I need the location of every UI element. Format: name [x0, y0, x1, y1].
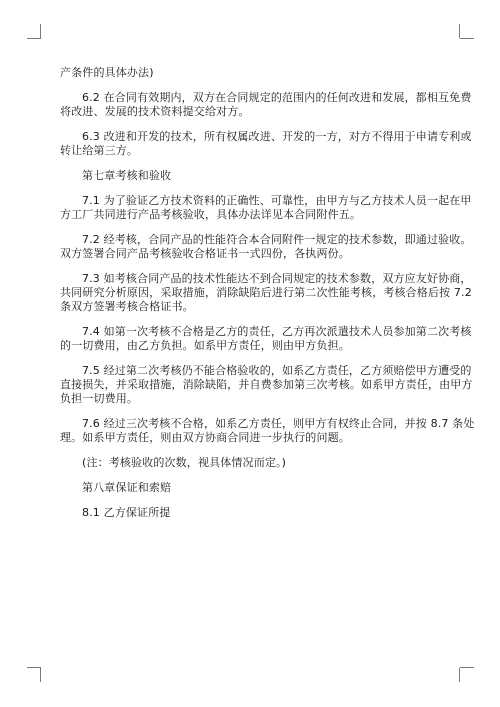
text-line: 负担一切费用。	[60, 392, 139, 405]
paragraph-spacing	[60, 119, 444, 130]
text-line: 7.5 经过第二次考核仍不能合格验收的，如系乙方责任，乙方须赔偿甲方遭受的	[82, 364, 472, 377]
crop-mark-top-right-horizontal	[460, 38, 474, 39]
paragraph-spacing	[60, 222, 444, 233]
crop-mark-top-left-vertical	[40, 24, 41, 38]
paragraph-spacing	[60, 80, 444, 91]
paragraph-spacing	[60, 261, 444, 272]
paragraph-spacing	[60, 353, 444, 364]
text-line: 7.3 如考核合同产品的技术性能达不到合同规定的技术参数，双方应友好协商，	[82, 272, 472, 285]
crop-mark-bottom-right-vertical	[459, 668, 460, 682]
crop-mark-top-left-horizontal	[27, 38, 41, 39]
paragraph-spacing	[60, 406, 444, 417]
text-line: 产条件的具体办法)	[60, 66, 154, 79]
text-line: 7.2 经考核，合同产品的性能符合本合同附件一规定的技术参数，即通过验收。	[82, 233, 472, 246]
paragraph-spacing	[60, 183, 444, 194]
text-line: 7.6 经过三次考核不合格，如系乙方责任，则甲方有权终止合同，并按 8.7 条处	[82, 417, 475, 430]
text-line: 第八章保证和索赔	[82, 481, 172, 494]
paragraph-spacing	[60, 158, 444, 169]
text-line: (注：考核验收的次数，视具体情况而定。)	[82, 456, 287, 469]
text-line: 8.1 乙方保证所提	[82, 506, 171, 519]
text-line: 双方签署合同产品考核验收合格证书一式四份，各执两份。	[60, 247, 350, 260]
text-line: 条双方签署考核合格证书。	[60, 300, 194, 313]
text-line: 的一切费用，由乙方负担。如系甲方责任，则由甲方负担。	[60, 339, 350, 352]
crop-mark-bottom-right-horizontal	[460, 667, 474, 668]
text-line: 直接损失，并采取措施，消除缺陷，并自费参加第三次考核。如系甲方责任，由甲方	[60, 378, 473, 391]
document-body	[60, 66, 475, 520]
paragraph-spacing	[60, 495, 444, 506]
crop-mark-bottom-left-horizontal	[27, 667, 41, 668]
text-line: 将改进、发展的技术资料提交给对方。	[60, 105, 250, 118]
text-line: 6.3 改进和开发的技术，所有权属改进、开发的一方，对方不得用于申请专利或	[82, 130, 472, 143]
paragraph-spacing	[60, 445, 444, 456]
text-line: 7.1 为了验证乙方技术资料的正确性、可靠性，由甲方与乙方技术人员一起在甲	[82, 194, 472, 207]
paragraph-spacing	[60, 470, 444, 481]
text-line: 6.2 在合同有效期内，双方在合同规定的范围内的任何改进和发展，都相互免费	[82, 91, 472, 104]
crop-mark-bottom-left-vertical	[40, 668, 41, 682]
text-line: 方工厂共同进行产品考核验收，具体办法详见本合同附件五。	[60, 208, 362, 221]
text-line: 理。如系甲方责任，则由双方协商合同进一步执行的问题。	[60, 431, 350, 444]
text-line: 7.4 如第一次考核不合格是乙方的责任，乙方再次派遣技术人员参加第二次考核	[82, 325, 472, 338]
crop-mark-top-right-vertical	[459, 24, 460, 38]
text-line: 第七章考核和验收	[82, 169, 172, 182]
text-line: 转让给第三方。	[60, 144, 139, 157]
paragraph-spacing	[60, 314, 444, 325]
text-line: 共同研究分析原因，采取措施，消除缺陷后进行第二次性能考核，考核合格后按 7.2	[60, 286, 472, 299]
